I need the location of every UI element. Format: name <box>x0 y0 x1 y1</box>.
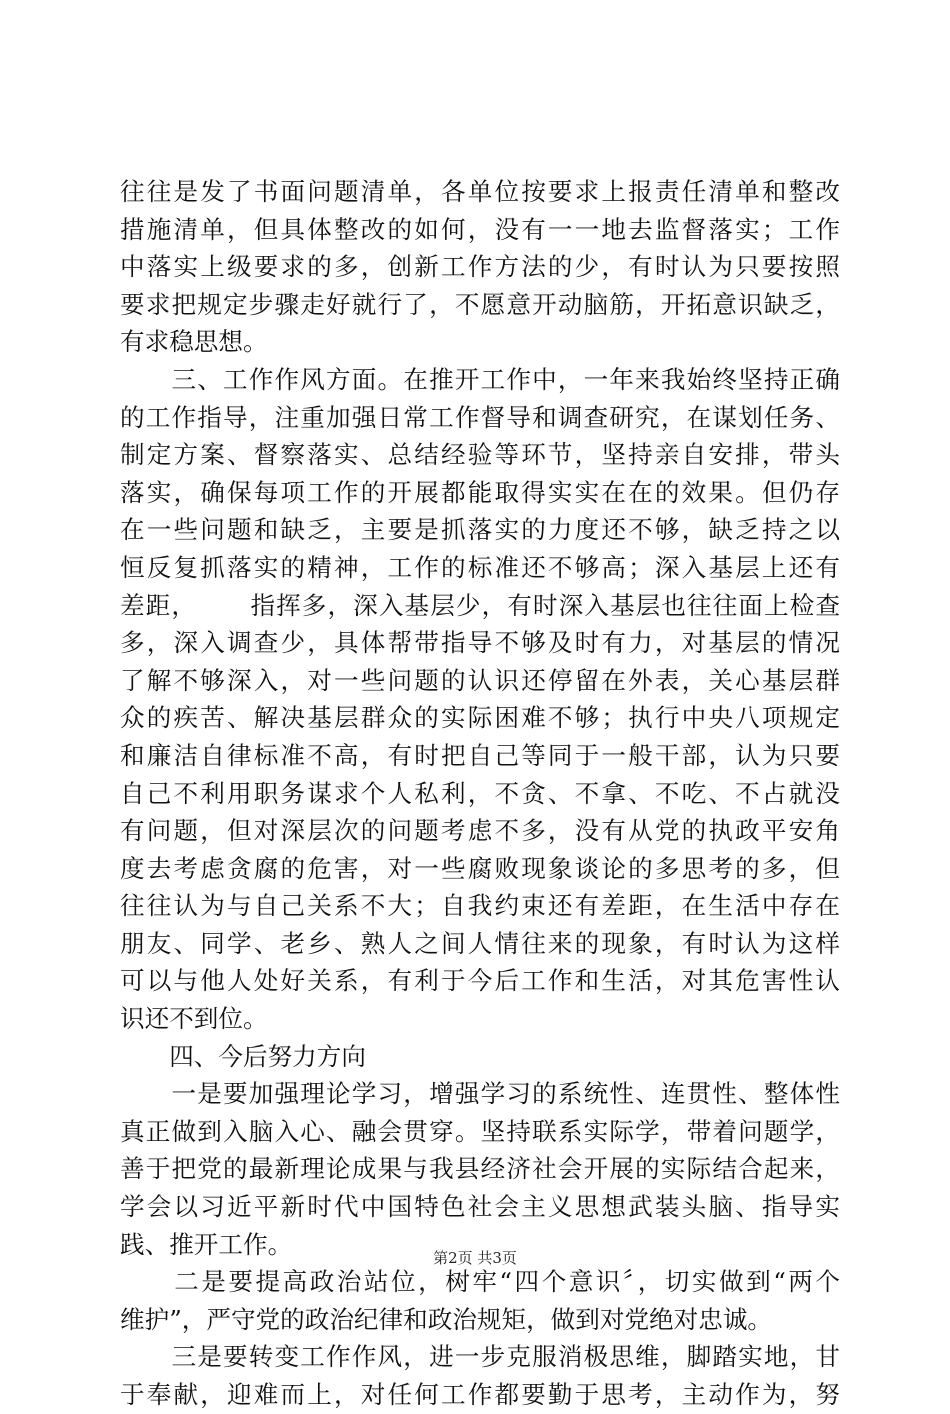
text-line: 制定方案、督察落实、总结经验等环节，坚持亲自安排，带头 <box>120 440 840 470</box>
text-line: 可以与他人处好关系，有利于今后工作和生活，对其危害性认 <box>120 966 840 996</box>
text-line: 差距， 指挥多，深入基层少，有时深入基层也往往面上检查 <box>120 590 840 620</box>
page-footer: 第2页 共3页 <box>433 1249 517 1267</box>
text-line: 二是要提高政治站位，树牢“四个意识〞，切实做到“两个 <box>120 1267 840 1297</box>
text-line: 践、推开工作。 <box>120 1229 293 1259</box>
text-line: 度去考虑贪腐的危害，对一些腐败现象谈论的多思考的多，但 <box>120 853 840 883</box>
text-line: 于奉献，迎难而上，对任何工作都要勤于思考，主动作为，努 <box>120 1380 840 1409</box>
text-line: 和廉洁自律标准不高，有时把自己等同于一般干部，认为只要 <box>120 740 840 770</box>
body-text <box>120 173 840 1414</box>
text-line: 有问题，但对深层次的问题考虑不多，没有从党的执政平安角 <box>120 816 840 846</box>
text-line: 三是要转变工作作风，进一步克服消极思维，脚踏实地，甘 <box>120 1342 840 1372</box>
text-line: 措施清单，但具体整改的如何，没有一一地去监督落实；工作 <box>120 214 840 244</box>
text-line: 朋友、同学、老乡、熟人之间人情往来的现象，有时认为这样 <box>120 928 840 958</box>
text-line: 的工作指导，注重加强日常工作督导和调查研究，在谋划任务、 <box>120 402 840 432</box>
text-line: 中落实上级要求的多，创新工作方法的少，有时认为只要按照 <box>120 252 840 282</box>
text-line: 落实，确保每项工作的开展都能取得实实在在的效果。但仍存 <box>120 477 840 507</box>
text-line: 识还不到位。 <box>120 1004 268 1034</box>
text-line: 要求把规定步骤走好就行了，不愿意开动脑筋，开拓意识缺乏， <box>120 289 840 319</box>
text-line: 三、工作作风方面。在推开工作中，一年来我始终坚持正确 <box>120 364 840 394</box>
text-line: 多，深入调查少，具体帮带指导不够及时有力，对基层的情况 <box>120 628 840 658</box>
text-line: 了解不够深入，对一些问题的认识还停留在外表，关心基层群 <box>120 665 840 695</box>
text-line: 一是要加强理论学习，增强学习的系统性、连贯性、整体性 <box>120 1079 840 1109</box>
text-line: 恒反复抓落实的精神，工作的标准还不够高；深入基层上还有 <box>120 552 840 582</box>
text-line: 四、今后努力方向 <box>120 1041 366 1071</box>
text-line: 善于把党的最新理论成果与我县经济社会开展的实际结合起来， <box>120 1154 840 1184</box>
text-line: 有求稳思想。 <box>120 327 268 357</box>
text-line: 维护”，严守党的政治纪律和政治规矩，做到对党绝对忠诚。 <box>120 1304 773 1334</box>
text-line: 众的疾苦、解决基层群众的实际困难不够；执行中央八项规定 <box>120 703 840 733</box>
text-line: 在一些问题和缺乏，主要是抓落实的力度还不够，缺乏持之以 <box>120 515 840 545</box>
text-line: 往往是发了书面问题清单，各单位按要求上报责任清单和整改 <box>120 177 840 206</box>
text-line: 往往认为与自己关系不大；自我约束还有差距，在生活中存在 <box>120 891 840 921</box>
text-line: 真正做到入脑入心、融会贯穿。坚持联系实际学，带着问题学， <box>120 1116 840 1146</box>
text-line: 自己不利用职务谋求个人私利，不贪、不拿、不吃、不占就没 <box>120 778 840 808</box>
text-line: 学会以习近平新时代中国特色社会主义思想武装头脑、指导实 <box>120 1192 840 1222</box>
